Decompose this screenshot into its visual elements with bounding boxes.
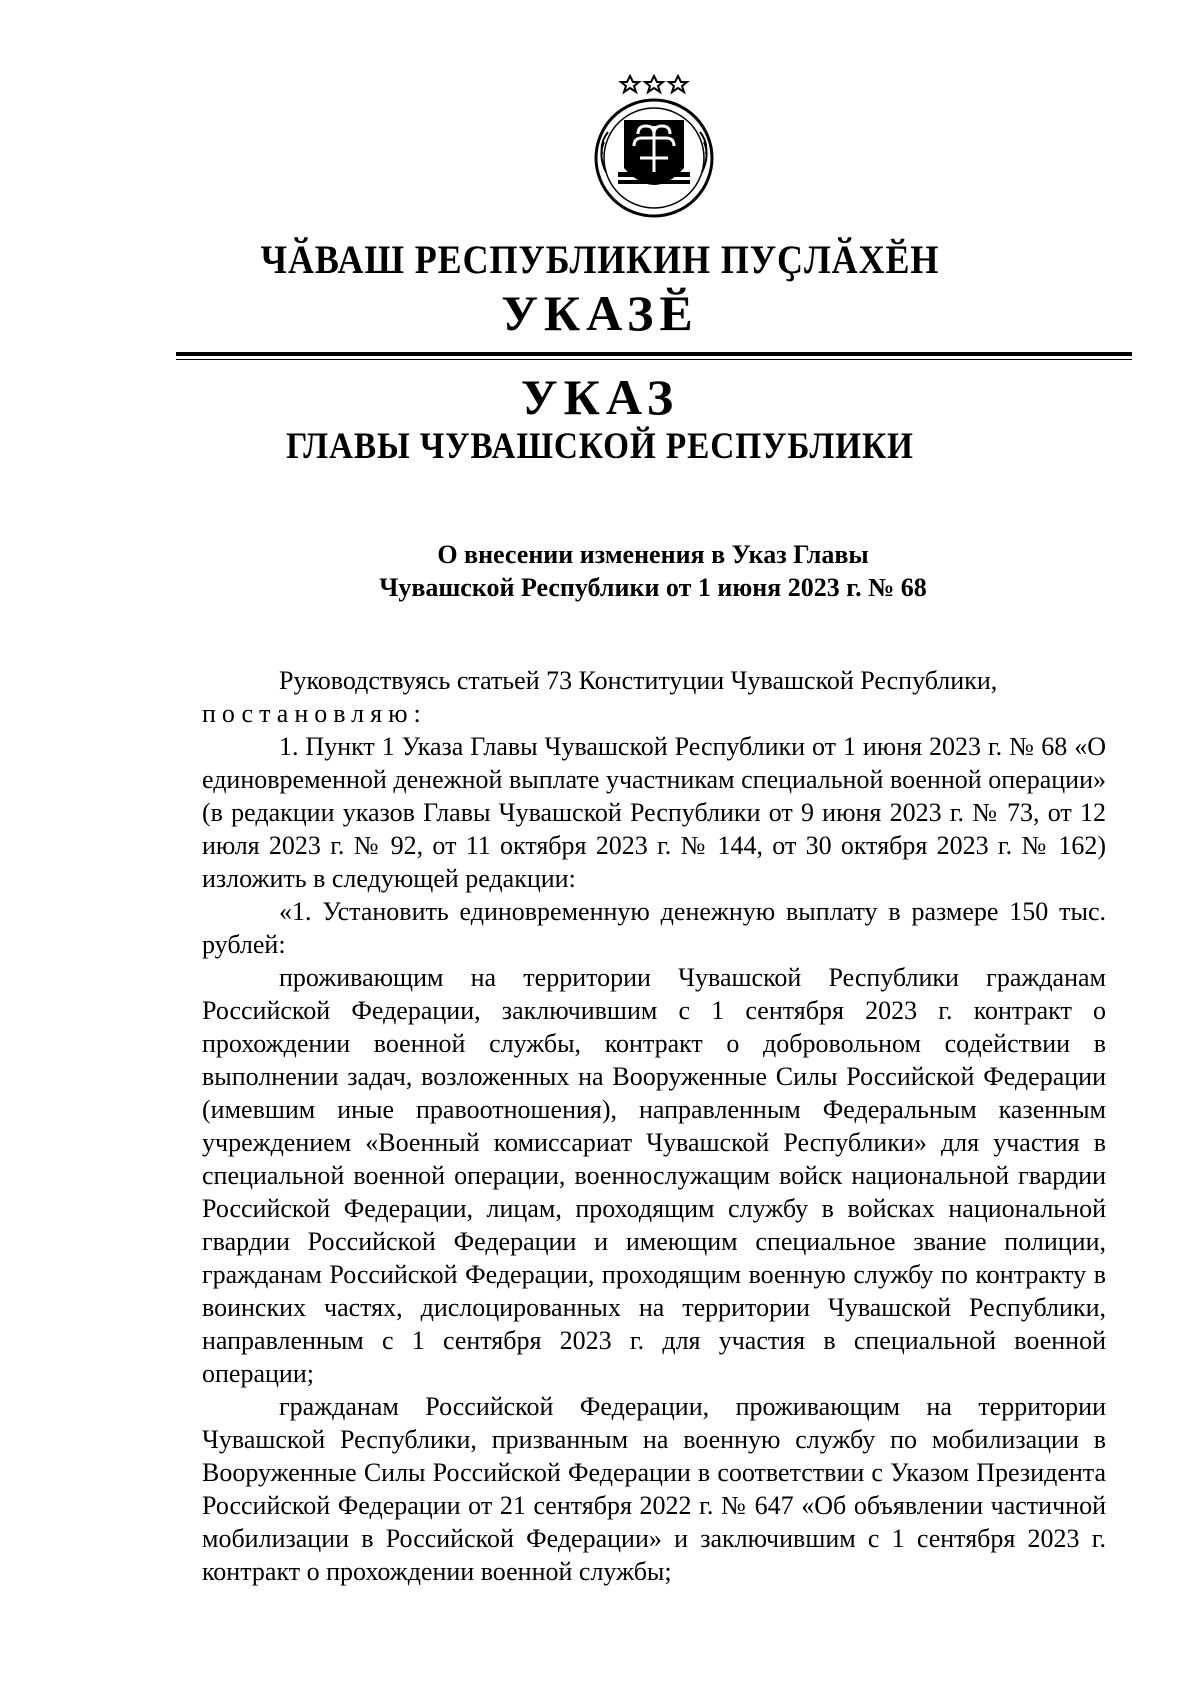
header-divider-thick xyxy=(176,352,1132,356)
preamble-paragraph: Руководствуясь статьей 73 Конституции Чувашской Республики, xyxy=(279,666,998,695)
star-icon xyxy=(669,76,687,92)
body-paragraph: 1. Пункт 1 Указа Главы Чувашской Республики от 1 июня 2023 г. № 68 «О единовременной денежной выплате участникам специальной военной операции» (в редакции указов Главы Чувашской Республики от 9 июня 2023 г. № 73, от 12 июля 2023 г. № 92, от 11 октября 2023 г. № 144, от 30 октября 2023 г. № 162) изложить в следующей редакции: xyxy=(202,732,1106,893)
document-title xyxy=(200,538,1106,604)
decree-verb: постановляю: xyxy=(202,699,427,728)
russian-authority-name: ГЛАВЫ ЧУВАШСКОЙ РЕСПУБЛИКИ xyxy=(286,426,914,467)
chuvash-decree-word: УКАЗӖ xyxy=(501,285,699,341)
russian-decree-word: УКАЗ xyxy=(520,369,680,425)
chuvash-authority-name: ЧӐВАШ РЕСПУБЛИКИН ПУҪЛӐХӖН xyxy=(260,237,940,282)
coat-of-arms-emblem xyxy=(578,72,730,220)
star-icon xyxy=(621,76,639,92)
document-body xyxy=(202,664,1106,1588)
body-paragraph: гражданам Российской Федерации, проживающим на территории Чувашской Республики, призванным на военную службу по мобилизации в Вооруженные Силы Российской Федерации в соответствии с Указом Президента Российской Федерации от 21 сентября 2022 г. № 647 «Об объявлении частичной мобилизации в Российской Федерации» и заключившим с 1 сентября 2023 г. контракт о прохождении военной службы; xyxy=(202,1392,1106,1586)
document-title-line: О внесении изменения в Указ Главы xyxy=(437,540,869,569)
star-icon xyxy=(645,76,663,92)
body-paragraph: проживающим на территории Чувашской Республики гражданам Российской Федерации, заключившим с 1 сентября 2023 г. контракт о прохождении военной службы, контракт о добровольном содействии в выполнении задач, возложенных на Вооруженные Силы Российской Федерации (имевшим иные правоотношения), направленным Федеральным казенным учреждением «Военный комиссариат Чувашской Республики» для участия в специальной военной операции, военнослужащим войск национальной гвардии Российской Федерации, лицам, проходящим службу в войсках национальной гвардии Российской Федерации и имеющим специальное звание полиции, гражданам Российской Федерации, проходящим военную службу по контракту в воинских частях, дислоцированных на территории Чувашской Республики, направленным с 1 сентября 2023 г. для участия в специальной военной операции; xyxy=(202,963,1106,1388)
body-paragraph: «1. Установить единовременную денежную выплату в размере 150 тыс. рублей: xyxy=(202,897,1106,959)
document-title-line: Чувашской Республики от 1 июня 2023 г. № 68 xyxy=(379,573,927,602)
header-divider-thin xyxy=(176,359,1132,360)
